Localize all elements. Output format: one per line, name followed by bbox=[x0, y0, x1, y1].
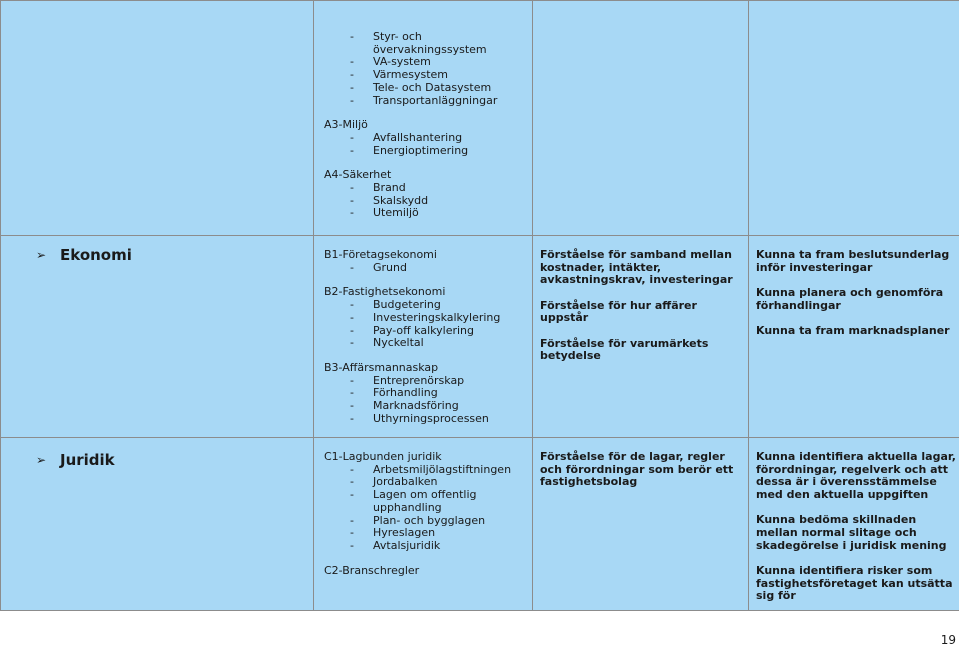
module-item-text: Nyckeltal bbox=[373, 336, 424, 350]
module-group bbox=[324, 286, 532, 350]
dash-bullet: - bbox=[350, 323, 354, 337]
module-group bbox=[324, 249, 532, 274]
dash-bullet: - bbox=[350, 475, 354, 489]
module-title: A3-Miljö bbox=[324, 118, 368, 132]
dash-bullet: - bbox=[350, 310, 354, 324]
dash-bullet: - bbox=[350, 93, 354, 107]
category-cell bbox=[1, 438, 314, 611]
dash-bullet: - bbox=[350, 193, 354, 207]
skill-text: Kunna ta fram marknadsplaner bbox=[756, 323, 950, 337]
module-item bbox=[324, 489, 532, 514]
module-item bbox=[324, 195, 532, 208]
module-item-text: Värmesystem bbox=[373, 68, 448, 82]
module-item bbox=[324, 207, 532, 220]
dash-bullet: - bbox=[350, 143, 354, 157]
category-text: Ekonomi bbox=[60, 246, 132, 264]
module-item bbox=[324, 145, 532, 158]
dash-bullet: - bbox=[350, 488, 354, 502]
understanding-text: Förståelse för varumärkets betydelse bbox=[540, 336, 709, 363]
dash-bullet: - bbox=[350, 336, 354, 350]
module-item-text: Budgetering bbox=[373, 298, 441, 312]
module-item-text: Hyreslagen bbox=[373, 526, 436, 540]
table-row bbox=[1, 438, 959, 611]
module-item-text: Utemiljö bbox=[373, 206, 419, 220]
dash-bullet: - bbox=[350, 538, 354, 552]
dash-bullet: - bbox=[350, 260, 354, 274]
module-item-text: Jordabalken bbox=[373, 475, 438, 489]
category-text: Juridik bbox=[60, 451, 115, 469]
module-item bbox=[324, 262, 532, 275]
module-item bbox=[324, 325, 532, 338]
module-group bbox=[324, 119, 532, 157]
module-item-text: Pay-off kalkylering bbox=[373, 323, 474, 337]
dash-bullet: - bbox=[350, 411, 354, 425]
module-cell bbox=[314, 236, 533, 438]
module-item-text: Lagen om offentlig upphandling bbox=[373, 488, 477, 514]
skill-cell bbox=[749, 236, 959, 438]
module-item-text: Arbetsmiljölagstiftningen bbox=[373, 462, 512, 476]
module-item-text: Avfallshantering bbox=[373, 130, 463, 144]
module-item-text: Avtalsjuridik bbox=[373, 538, 441, 552]
module-item bbox=[324, 337, 532, 350]
module-item-text: Skalskydd bbox=[373, 193, 429, 207]
module-item-text: Styr- och övervakningssystem bbox=[373, 30, 487, 56]
module-item-text: Investeringskalkylering bbox=[373, 310, 501, 324]
module-item bbox=[324, 31, 532, 56]
skill-text: Kunna identifiera aktuella lagar, förordningar, regelverk och att dessa är i överensstämmelse med den aktuella uppgiften bbox=[756, 450, 956, 502]
dash-bullet: - bbox=[350, 373, 354, 387]
module-title: C1-Lagbunden juridik bbox=[324, 450, 442, 463]
module-item-text: Brand bbox=[373, 181, 406, 195]
module-item-text: Transportanläggningar bbox=[373, 93, 498, 107]
module-item-text: Plan- och bygglagen bbox=[373, 513, 486, 527]
arrow-bullet-icon: ➢ bbox=[36, 453, 47, 467]
module-title: A4-Säkerhet bbox=[324, 168, 392, 182]
module-title: B3-Affärsmannaskap bbox=[324, 360, 439, 374]
category-label bbox=[36, 451, 313, 469]
skill-cell bbox=[749, 1, 959, 236]
skill-cell bbox=[749, 438, 959, 611]
dash-bullet: - bbox=[350, 68, 354, 82]
module-item-text: Uthyrningsprocessen bbox=[373, 411, 489, 425]
module-cell bbox=[314, 1, 533, 236]
module-item-text: Tele- och Datasystem bbox=[373, 80, 492, 94]
module-item-text: VA-system bbox=[373, 55, 431, 69]
understanding-text: Förståelse för de lagar, regler och förordningar som berör ett fastighetsbolag bbox=[540, 450, 734, 489]
dash-bullet: - bbox=[350, 462, 354, 476]
module-item bbox=[324, 540, 532, 553]
module-title: B2-Fastighetsekonomi bbox=[324, 285, 446, 299]
skill-text: Kunna planera och genomföra förhandlingar bbox=[756, 285, 944, 312]
category-label bbox=[36, 246, 313, 264]
arrow-bullet-icon: ➢ bbox=[36, 248, 47, 262]
table-row bbox=[1, 236, 959, 438]
module-title: B1-Företagsekonomi bbox=[324, 248, 437, 261]
dash-bullet: - bbox=[350, 55, 354, 69]
dash-bullet: - bbox=[350, 298, 354, 312]
module-group bbox=[324, 451, 532, 553]
dash-bullet: - bbox=[350, 80, 354, 94]
module-cell bbox=[314, 438, 533, 611]
dash-bullet: - bbox=[350, 513, 354, 527]
module-group bbox=[324, 362, 532, 426]
module-item-text: Marknadsföring bbox=[373, 399, 459, 413]
dash-bullet: - bbox=[350, 526, 354, 540]
dash-bullet: - bbox=[350, 130, 354, 144]
skill-text: Kunna ta fram beslutsunderlag inför investeringar bbox=[756, 248, 950, 274]
understanding-cell bbox=[533, 438, 749, 611]
module-group bbox=[324, 31, 532, 107]
dash-bullet: - bbox=[350, 30, 354, 43]
skill-text: Kunna identifiera risker som fastighetsföretaget kan utsätta sig för bbox=[756, 563, 953, 603]
understanding-cell bbox=[533, 236, 749, 438]
module-item-text: Grund bbox=[373, 260, 407, 274]
dash-bullet: - bbox=[350, 386, 354, 400]
module-title: C2-Branschregler bbox=[324, 563, 420, 577]
module-item bbox=[324, 95, 532, 108]
understanding-text: Förståelse för samband mellan kostnader, intäkter, avkastningskrav, investeringar bbox=[540, 248, 733, 287]
category-cell bbox=[1, 1, 314, 236]
module-item-text: Förhandling bbox=[373, 386, 438, 400]
understanding-cell bbox=[533, 1, 749, 236]
module-item-text: Entreprenörskap bbox=[373, 373, 465, 387]
dash-bullet: - bbox=[350, 399, 354, 413]
category-cell bbox=[1, 236, 314, 438]
module-item-text: Energioptimering bbox=[373, 143, 469, 157]
module-item bbox=[324, 413, 532, 426]
page-number: 19 bbox=[940, 633, 956, 647]
module-group bbox=[324, 169, 532, 220]
understanding-text: Förståelse för hur affärer uppstår bbox=[540, 298, 697, 325]
dash-bullet: - bbox=[350, 206, 354, 220]
module-group bbox=[324, 565, 532, 578]
table-row bbox=[1, 1, 959, 236]
skill-text: Kunna bedöma skillnaden mellan normal slitage och skadegörelse i juridisk mening bbox=[756, 513, 947, 552]
dash-bullet: - bbox=[350, 181, 354, 195]
